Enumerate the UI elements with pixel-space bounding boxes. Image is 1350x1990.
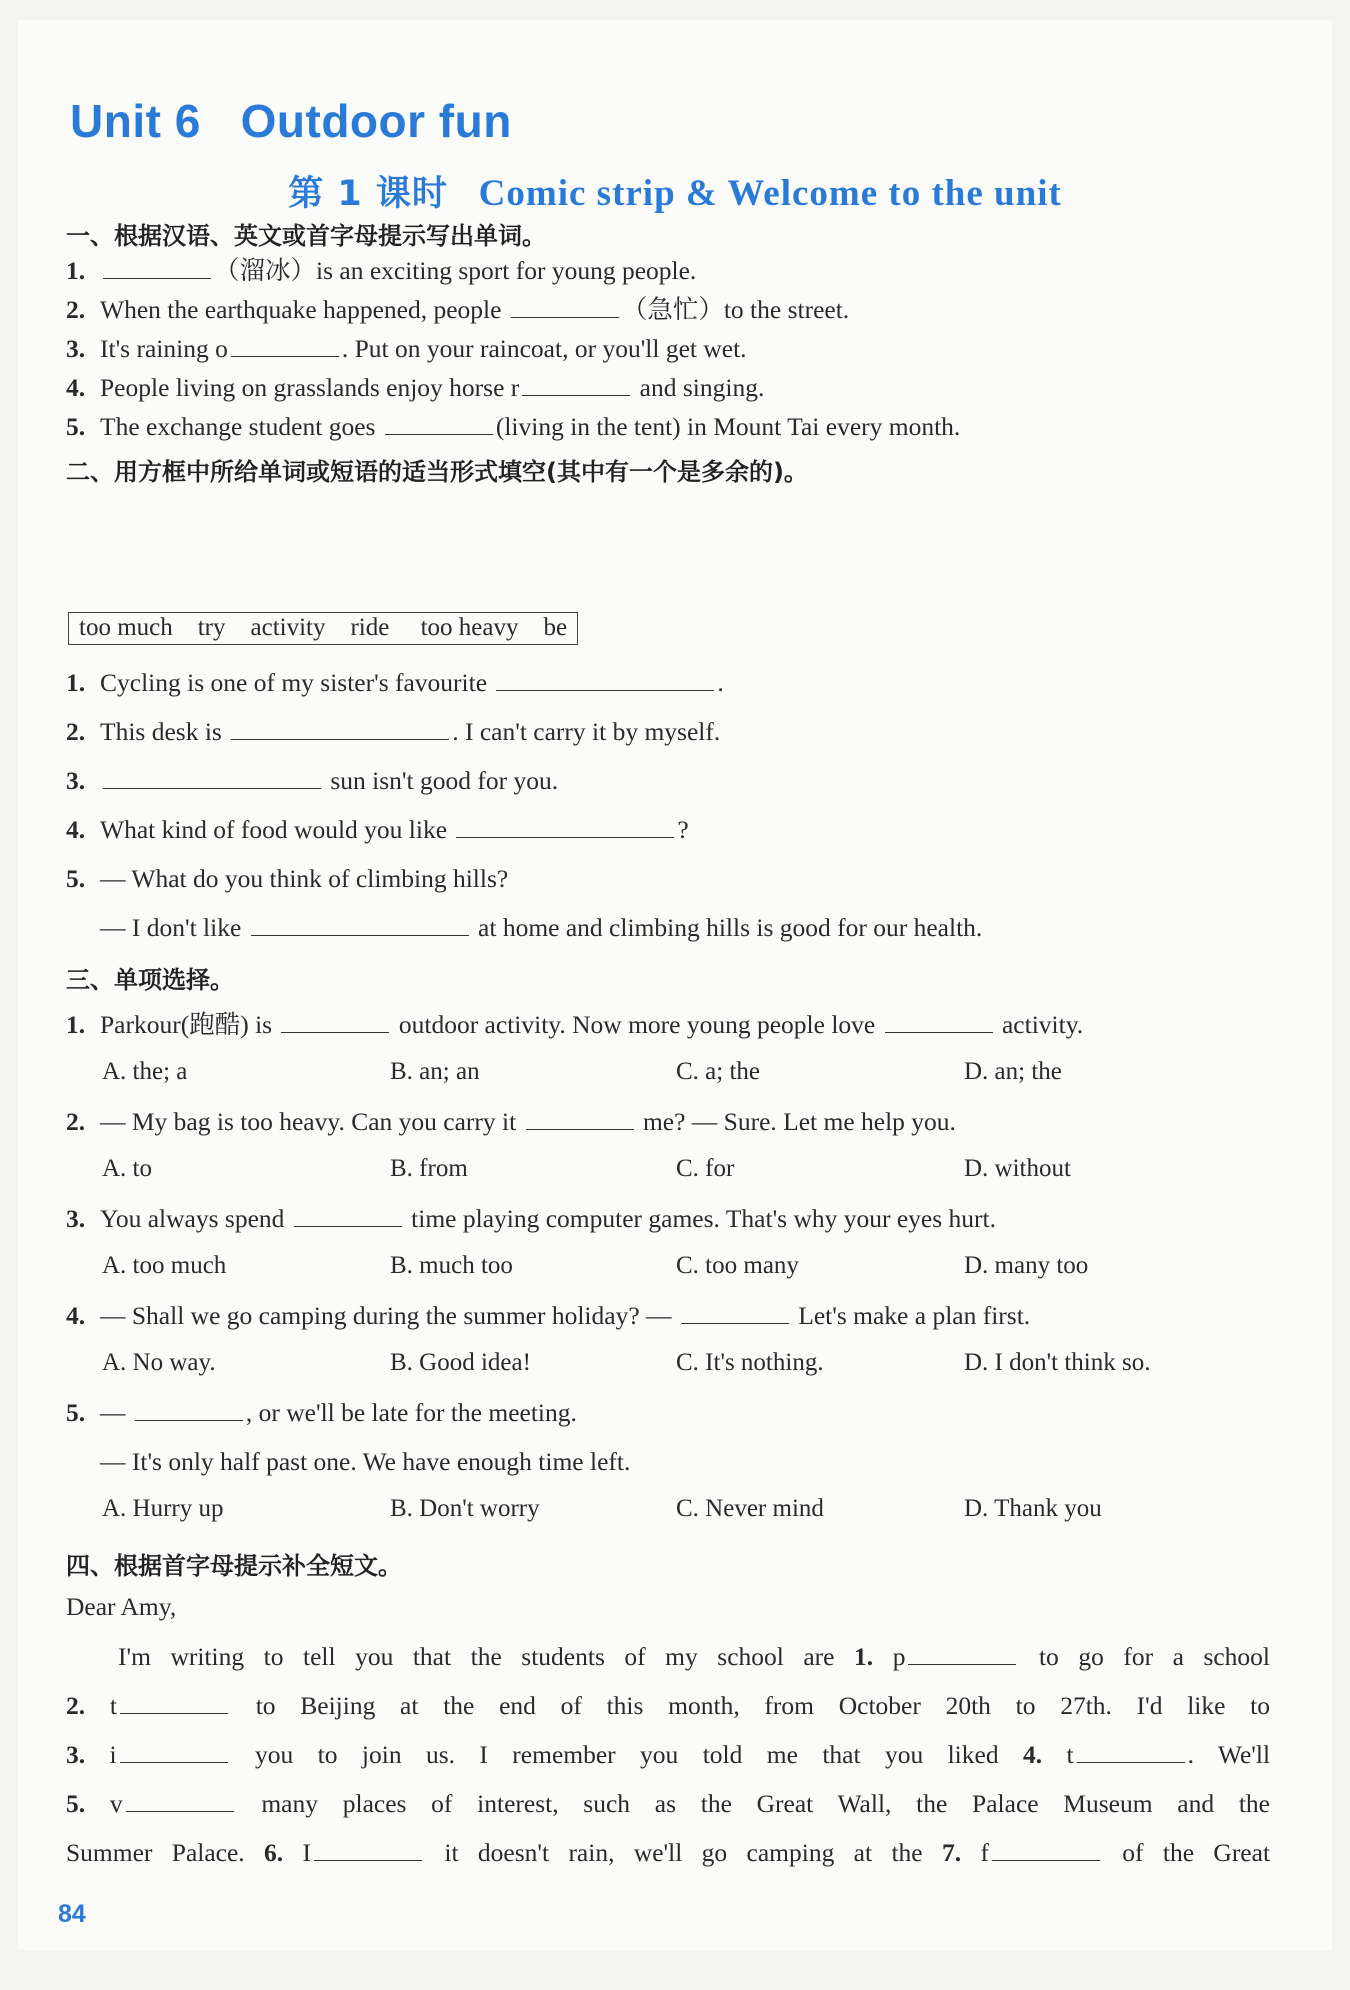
answer-blank[interactable] (120, 1691, 228, 1714)
s3-question-1: 1. Parkour(跑酷) is outdoor activity. Now more young people love activity. (66, 1010, 1084, 1039)
s1-question-3: 3. It's raining o . Put on your raincoat, or you'll get wet. (66, 334, 747, 363)
answer-blank[interactable] (231, 717, 449, 740)
section-1-title: 一、根据汉语、英文或首字母提示写出单词。 (66, 222, 546, 250)
s2-question-4: 4. What kind of food would you like ? (66, 815, 689, 844)
answer-blank[interactable] (992, 1838, 1100, 1861)
s3-q5-option-a[interactable]: A. Hurry up (102, 1495, 224, 1522)
passage-line-1: I'm writing to tell you that the students of my school are 1. p to go for a school (118, 1642, 1271, 1671)
passage-line-5: Summer Palace. 6. I it doesn't rain, we'll go camping at the 7. f of the Great (66, 1838, 1271, 1867)
s3-question-5: 5. — , or we'll be late for the meeting. (66, 1398, 577, 1427)
answer-blank[interactable] (126, 1789, 234, 1812)
unit-title: Unit 6 Outdoor fun (70, 95, 512, 147)
s1-question-4: 4. People living on grasslands enjoy horse r and singing. (66, 373, 765, 402)
s2-question-1: 1. Cycling is one of my sister's favourite . (66, 668, 724, 697)
s3-q3-option-a[interactable]: A. too much (102, 1252, 227, 1279)
answer-blank[interactable] (1077, 1740, 1185, 1763)
s3-question-3: 3. You always spend time playing computer games. That's why your eyes hurt. (66, 1204, 997, 1233)
answer-blank[interactable] (908, 1642, 1016, 1665)
answer-blank[interactable] (314, 1838, 422, 1861)
s3-question-2: 2. — My bag is too heavy. Can you carry it me? — Sure. Let me help you. (66, 1107, 956, 1136)
s2-question-5-line2: — I don't like at home and climbing hills is good for our health. (100, 913, 983, 942)
s3-q4-option-d[interactable]: D. I don't think so. (964, 1349, 1151, 1376)
answer-blank[interactable] (526, 1107, 634, 1130)
word-box: too much try activity ride too heavy be (68, 612, 578, 645)
s3-q4-option-b[interactable]: B. Good idea! (390, 1349, 531, 1376)
answer-blank[interactable] (294, 1204, 402, 1227)
s1-question-1: 1. （溜冰）is an exciting sport for young people. (66, 256, 697, 285)
s3-question-5-line2: — It's only half past one. We have enough time left. (100, 1447, 631, 1476)
s3-q2-option-c[interactable]: C. for (676, 1155, 735, 1182)
s3-q2-option-d[interactable]: D. without (964, 1155, 1071, 1182)
s3-q1-option-b[interactable]: B. an; an (390, 1058, 480, 1085)
answer-blank[interactable] (135, 1398, 243, 1421)
answer-blank[interactable] (456, 815, 674, 838)
section-4-title: 四、根据首字母提示补全短文。 (66, 1552, 402, 1580)
answer-blank[interactable] (511, 295, 619, 318)
page-number: 84 (58, 1900, 86, 1928)
s3-q1-option-c[interactable]: C. a; the (676, 1058, 761, 1085)
s3-q2-option-b[interactable]: B. from (390, 1155, 468, 1182)
s3-q5-option-c[interactable]: C. Never mind (676, 1495, 824, 1522)
answer-blank[interactable] (281, 1010, 389, 1033)
s3-q4-option-a[interactable]: A. No way. (102, 1349, 216, 1376)
answer-blank[interactable] (885, 1010, 993, 1033)
passage-line-3: 3. i you to join us. I remember you told me that you liked 4. t . We'll (66, 1740, 1271, 1769)
s3-q3-option-d[interactable]: D. many too (964, 1252, 1089, 1279)
answer-blank[interactable] (496, 668, 714, 691)
s2-question-2: 2. This desk is . I can't carry it by myself. (66, 717, 721, 746)
answer-blank[interactable] (385, 412, 493, 435)
s2-question-3: 3. sun isn't good for you. (66, 766, 559, 795)
s3-q4-option-c[interactable]: C. It's nothing. (676, 1349, 824, 1376)
answer-blank[interactable] (522, 373, 630, 396)
s3-q2-option-a[interactable]: A. to (102, 1155, 152, 1182)
s3-q1-option-a[interactable]: A. the; a (102, 1058, 188, 1085)
s3-question-4: 4. — Shall we go camping during the summer holiday? — Let's make a plan first. (66, 1301, 1031, 1330)
s3-q3-option-c[interactable]: C. too many (676, 1252, 799, 1279)
s1-question-2: 2. When the earthquake happened, people （急忙）to the street. (66, 295, 850, 324)
answer-blank[interactable] (231, 334, 339, 357)
answer-blank[interactable] (103, 766, 321, 789)
s3-q1-option-d[interactable]: D. an; the (964, 1058, 1062, 1085)
answer-blank[interactable] (103, 256, 211, 279)
section-2-title: 二、用方框中所给单词或短语的适当形式填空(其中有一个是多余的)。 (66, 458, 808, 486)
worksheet-page (18, 20, 1332, 1950)
passage-line-2: 2. t to Beijing at the end of this month, from October 20th to 27th. I'd like to (66, 1691, 1271, 1720)
answer-blank[interactable] (120, 1740, 228, 1763)
s3-q5-option-d[interactable]: D. Thank you (964, 1495, 1102, 1522)
s1-question-5: 5. The exchange student goes (living in the tent) in Mount Tai every month. (66, 412, 961, 441)
letter-salutation: Dear Amy, (66, 1592, 177, 1621)
s3-q5-option-b[interactable]: B. Don't worry (390, 1495, 540, 1522)
s3-q3-option-b[interactable]: B. much too (390, 1252, 513, 1279)
section-3-title: 三、单项选择。 (66, 966, 234, 994)
answer-blank[interactable] (681, 1301, 789, 1324)
passage-line-4: 5. v many places of interest, such as the Great Wall, the Palace Museum and the (66, 1789, 1270, 1818)
lesson-number: 第 1 课时 (288, 174, 448, 214)
lesson-title (18, 166, 1332, 216)
lesson-name: Comic strip & Welcome to the unit (478, 173, 1062, 214)
answer-blank[interactable] (251, 913, 469, 936)
s2-question-5: 5. — What do you think of climbing hills? (66, 864, 509, 893)
